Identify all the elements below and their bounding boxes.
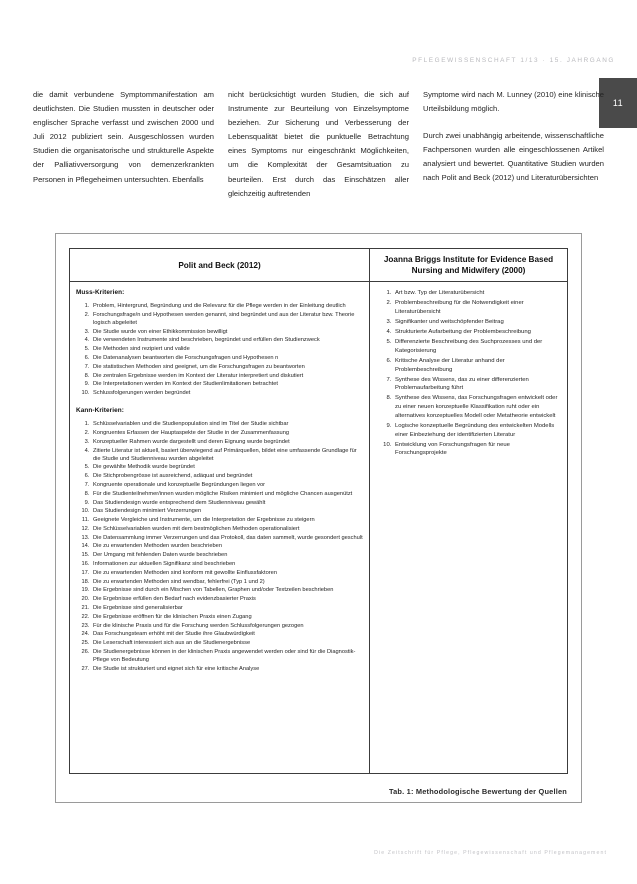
list-item: 2. Forschungsfrage/n und Hypothesen werden genannt, sind begründet und aus der Literatur bzw. Theorie logisch abgeleitet [91,311,363,327]
paragraph: Durch zwei unabhängig arbeitende, wissenschaftliche Fachpersonen wurden alle eingeschlossenen Artikel analysiert und bewertet. Quantitative Studien wurden nach Polit and Beck (2012) und Literaturübersichten [423,131,604,183]
list-item: 7. Synthese des Wissens, das zu einer differenzierten Problemaufarbeitung führt [393,376,561,393]
list-item: 7. Die statistischen Methoden sind geeignet, um die Forschungsfragen zu beantworten [91,363,363,371]
table-body-row [70,282,567,773]
methodology-table [69,248,568,774]
can-criteria-list [76,420,363,673]
list-item: 18. Die zu erwartenden Methoden sind wendbar, fehlerfrei (Typ 1 und 2) [91,578,363,586]
list-item: 6. Die Stichprobengrösse ist ausreichend, adäquat und begründet [91,472,363,480]
list-item: 15. Der Umgang mit fehlenden Daten wurde beschrieben [91,551,363,559]
list-item: 1. Art bzw. Typ der Literaturübersicht [393,289,561,298]
list-item: 5. Die Methoden sind rezipiert und valide [91,345,363,353]
must-criteria-list [76,302,363,397]
must-criteria-heading: Muss-Kriterien: [76,289,125,296]
body-column-left [33,88,214,201]
table-caption: Tab. 1: Methodologische Bewertung der Quellen [388,787,567,796]
list-item: 2. Kongruentes Erfassen der Hauptaspekte der Studie in der Zusammenfassung [91,429,363,437]
list-item: 3. Die Studie wurde von einer Ethikkommission bewilligt [91,328,363,336]
jbi-criteria-list [376,289,561,458]
paragraph: nicht berücksichtigt wurden Studien, die sich auf Instrumente zur Beurteilung von Einzelsymptome beziehen. Zur Sicherung und Verbesserung der Lebensqualität bietet die punktuelle Betrachtung eines Symptoms nur eingeschränkt Möglichkeiten, um die Komplexität der Gesamtsituation zu beurteilen. Erst durch das Einschätzen aller gleichzeitig auftretenden [228,90,409,198]
list-item: 6. Die Datenanalysen beantworten die Forschungsfragen und Hypothesen n [91,354,363,362]
body-columns [33,88,604,201]
list-item: 8. Für die Studienteilnehmer/innen wurden mögliche Risiken minimiert und mögliche Chancen ausgenützt [91,490,363,498]
list-item: 23. Für die klinische Praxis und für die Forschung werden Schlussfolgerungen gezogen [91,622,363,630]
list-item: 3. Konzeptueller Rahmen wurde dargestellt und deren Eignung wurde begründet [91,438,363,446]
list-item: 22. Die Ergebnisse eröffnen für die klinischen Praxis einen Zugang [91,613,363,621]
table-cell-polit-beck [70,282,370,773]
table-header-row [70,249,567,282]
list-item: 7. Kongruente operationale und konzeptuelle Begründungen liegen vor [91,481,363,489]
methodology-table-frame [55,233,582,803]
paragraph: die damit verbundene Symptommanifestation am deutlichsten. Die Studien mussten in deutscher oder englischer Sprache verfasst und zwischen 2000 und Juli 2012 publiziert sein. Ausgeschlossen wurden Studien die organisatorische und strukturelle Aspekte der Palliativversorgung von demenzerkrankten Personen in Pflegeheimen untersuchten. Ebenfalls [33,90,214,184]
list-item: 12. Die Schlüsselvariablen wurden mit dem bestmöglichen Methoden operationalisiert [91,525,363,533]
list-item: 25. Die Leserschaft interessiert sich aus an die Studienergebnisse [91,639,363,647]
list-item: 20. Die Ergebnisse erfüllen den Bedarf nach evidenzbasierter Praxis [91,595,363,603]
list-item: 27. Die Studie ist strukturiert und eignet sich für eine kritische Analyse [91,665,363,673]
list-item: 16. Informationen zur aktuellen Signifikanz sind beschrieben [91,560,363,568]
list-item: 19. Die Ergebnisse sind durch ein Mischen von Tabellen, Graphen und/oder Textzeilen beschrieben [91,586,363,594]
list-item: 1. Problem, Hintergrund, Begründung und die Relevanz für die Pflege werden in der Einleitung deutlich [91,302,363,310]
can-criteria-heading: Kann-Kriterien: [76,407,125,415]
body-column-right [423,88,604,201]
list-item: 11. Geeignete Vergleiche und Instrumente, um die Interpretation der Ergebnisse zu steigern [91,516,363,524]
body-column-middle [228,88,409,201]
list-item: 13. Die Datensammlung immer Verzerrungen und das Protokoll, das daten sammelt, wurde gesondert geschult [91,534,363,542]
list-item: 14. Die zu erwartenden Methoden wurden beschrieben [91,542,363,550]
list-item: 17. Die zu erwartenden Methoden sind konform mit gewollte Einflussfaktoren [91,569,363,577]
list-item: 9. Die Interpretationen werden im Kontext der Studienlimitationen betrachtet [91,380,363,388]
list-item: 10. Entwicklung von Forschungsfragen für neue Forschungsprojekte [393,441,561,458]
running-head: PFLEGEWISSENSCHAFT 1/13 · 15. JAHRGANG [412,57,615,64]
paragraph: Symptome wird nach M. Lunney (2010) eine klinische Urteilsbildung möglich. [423,90,604,114]
list-item: 9. Logische konzeptuelle Begründung des entwickelten Modells einer Einbeziehung der identifizierten Literatur [393,422,561,439]
list-item: 24. Das Forschungsteam erhöht mit der Studie ihre Glaubwürdigkeit [91,630,363,638]
list-item: 8. Die zentralen Ergebnisse werden im Kontext der Literatur interpretiert und diskutiert [91,372,363,380]
list-item: 1. Schlüsselvariablen und die Studienpopulation sind im Titel der Studie sichtbar [91,420,363,428]
page-number-badge: 11 [599,78,637,128]
table-header-joanna-briggs: Joanna Briggs Institute for Evidence Based Nursing and Midwifery (2000) [383,255,554,275]
table-cell-joanna-briggs [370,282,567,773]
list-item: 2. Problembeschreibung für die Notwendigkeit einer Literaturübersicht [393,299,561,316]
list-item: 4. Strukturierte Aufarbeitung der Problembeschreibung [393,328,561,337]
list-item: 3. Signifikanter und weitschöpfender Beitrag [393,318,561,327]
list-item: 21. Die Ergebnisse sind generalisierbar [91,604,363,612]
table-header-polit-beck: Polit and Beck (2012) [70,249,370,281]
list-item: 6. Kritische Analyse der Literatur anhand der Problembeschreibung [393,357,561,374]
list-item: 8. Synthese des Wissens, das Forschungsfragen entwickelt oder zu einer neuen konzeptuelle Klassifikation ruht oder ein alternatives konzeptuelles Modell oder Metatheorie entwickelt [393,394,561,420]
list-item: 5. Die gewählte Methodik wurde begründet [91,463,363,471]
list-item: 4. Die verwendeten Instrumente sind beschrieben, begründet und erfüllen den Studienzweck [91,336,363,344]
list-item: 10. Schlussfolgerungen werden begründet [91,389,363,397]
list-item: 26. Die Studienergebnisse können in der klinischen Praxis angewendet werden oder sind für die Diagnostik-Pflege von Bedeutung [91,648,363,664]
list-item: 10. Das Studiendesign minimiert Verzerrungen [91,507,363,515]
page-footer: Die Zeitschrift für Pflege, Pflegewissenschaft und Pflegemanagement [374,850,607,856]
list-item: 4. Zitierte Literatur ist aktuell, basiert überwiegend auf Primärquellen, bildet eine umfassende Grundlage für die Studie und Studienniveau wurden abgeleitet [91,447,363,463]
list-item: 5. Differenzierte Beschreibung des Suchprozesses und der Kategorisierung [393,338,561,355]
list-item: 9. Das Studiendesign wurde entsprechend dem Studienniveau gewählt [91,499,363,507]
